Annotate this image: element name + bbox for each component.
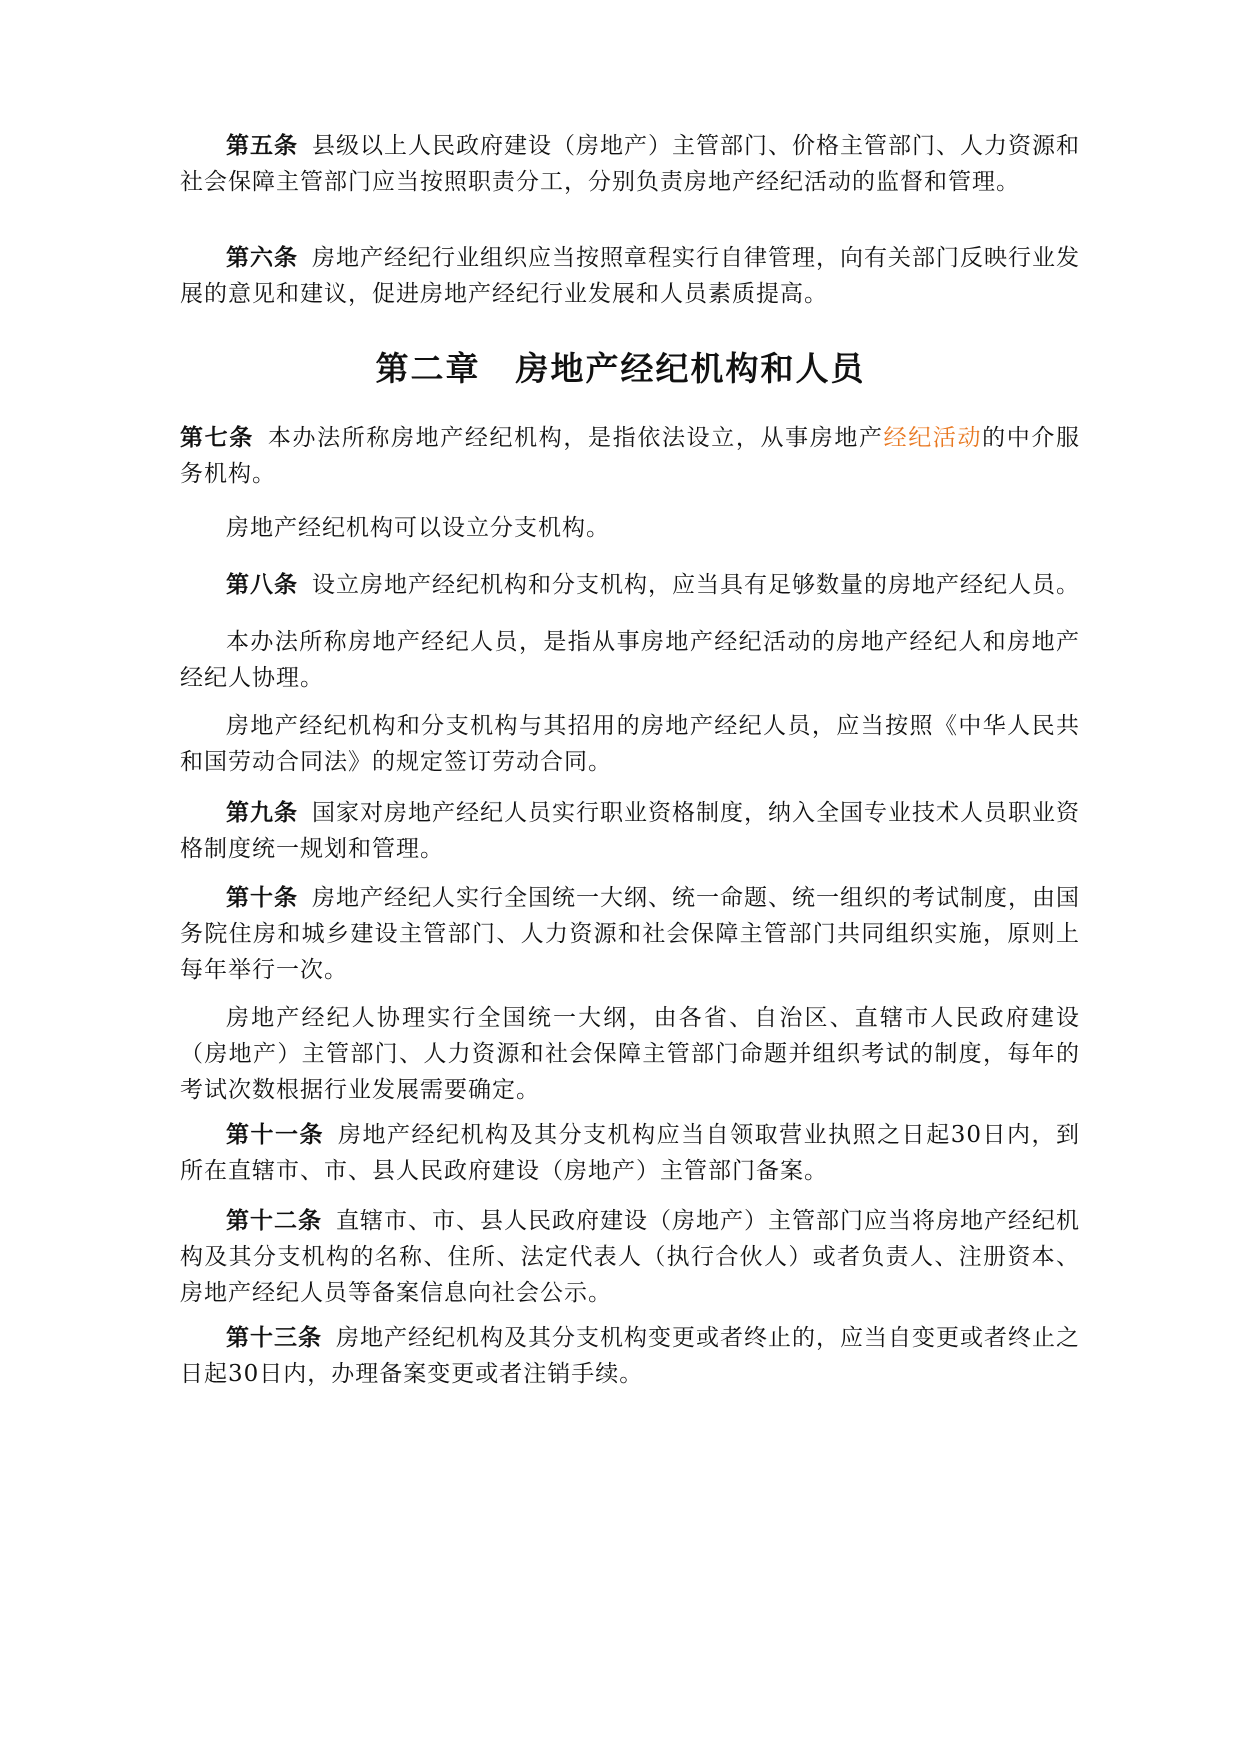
article-7-text-before: 本办法所称房地产经纪机构，是指依法设立，从事房地产: [267, 425, 884, 451]
article-13: [180, 1320, 1080, 1392]
article-10-text: 房地产经纪人实行全国统一大纲、统一命题、统一组织的考试制度，由国务院住房和城乡建设主管部门、人力资源和社会保障主管部门共同组织实施，原则上每年举行一次。: [180, 885, 1080, 983]
article-13-number: 第十三条: [226, 1324, 322, 1351]
article-13-text: 房地产经纪机构及其分支机构变更或者终止的，应当自变更或者终止之日起30日内，办理备案变更或者注销手续。: [180, 1325, 1080, 1387]
article-11-number: 第十一条: [226, 1121, 325, 1148]
article-12-number: 第十二条: [226, 1207, 322, 1234]
article-12: [180, 1203, 1080, 1311]
article-6-number: 第六条: [226, 244, 298, 271]
article-7-paragraph-2: 房地产经纪机构可以设立分支机构。: [226, 515, 610, 541]
article-8-paragraph-2: 本办法所称房地产经纪人员，是指从事房地产经纪活动的房地产经纪人和房地产经纪人协理。: [180, 629, 1080, 691]
article-5-text: 县级以上人民政府建设（房地产）主管部门、价格主管部门、人力资源和社会保障主管部门应当按照职责分工，分别负责房地产经纪活动的监督和管理。: [180, 133, 1080, 195]
article-7-text-after: 的中介服务机构。: [180, 425, 1081, 487]
article-7-number: 第七条: [180, 424, 254, 451]
article-6-text: 房地产经纪行业组织应当按照章程实行自律管理，向有关部门反映行业发展的意见和建议，促进房地产经纪行业发展和人员素质提高。: [180, 245, 1080, 307]
article-9: [180, 795, 1080, 867]
activity-link[interactable]: 经纪活动: [883, 425, 983, 451]
article-8-number: 第八条: [226, 571, 298, 598]
article-8-text: 设立房地产经纪机构和分支机构，应当具有足够数量的房地产经纪人员。: [312, 572, 1080, 598]
chapter-2-heading: 第二章 房地产经纪机构和人员: [375, 349, 866, 388]
article-11: [180, 1117, 1080, 1189]
article-5-number: 第五条: [226, 132, 298, 159]
article-5: [180, 128, 1080, 200]
article-7: [180, 420, 1080, 492]
article-9-number: 第九条: [226, 799, 298, 826]
article-8: [180, 567, 1080, 603]
article-10-paragraph-2: 房地产经纪人协理实行全国统一大纲，由各省、自治区、直辖市人民政府建设（房地产）主管部门、人力资源和社会保障主管部门命题并组织考试的制度，每年的考试次数根据行业发展需要确定。: [180, 1005, 1080, 1103]
article-10-number: 第十条: [226, 884, 298, 911]
article-8-paragraph-3: 房地产经纪机构和分支机构与其招用的房地产经纪人员，应当按照《中华人民共和国劳动合同法》的规定签订劳动合同。: [180, 713, 1080, 775]
article-9-text: 国家对房地产经纪人员实行职业资格制度，纳入全国专业技术人员职业资格制度统一规划和管理。: [180, 800, 1080, 862]
article-10: [180, 880, 1080, 988]
article-12-text: 直辖市、市、县人民政府建设（房地产）主管部门应当将房地产经纪机构及其分支机构的名称、住所、法定代表人（执行合伙人）或者负责人、注册资本、房地产经纪人员等备案信息向社会公示。: [180, 1208, 1080, 1306]
article-6: [180, 240, 1080, 312]
article-11-text: 房地产经纪机构及其分支机构应当自领取营业执照之日起30日内，到所在直辖市、市、县人民政府建设（房地产）主管部门备案。: [180, 1122, 1080, 1184]
